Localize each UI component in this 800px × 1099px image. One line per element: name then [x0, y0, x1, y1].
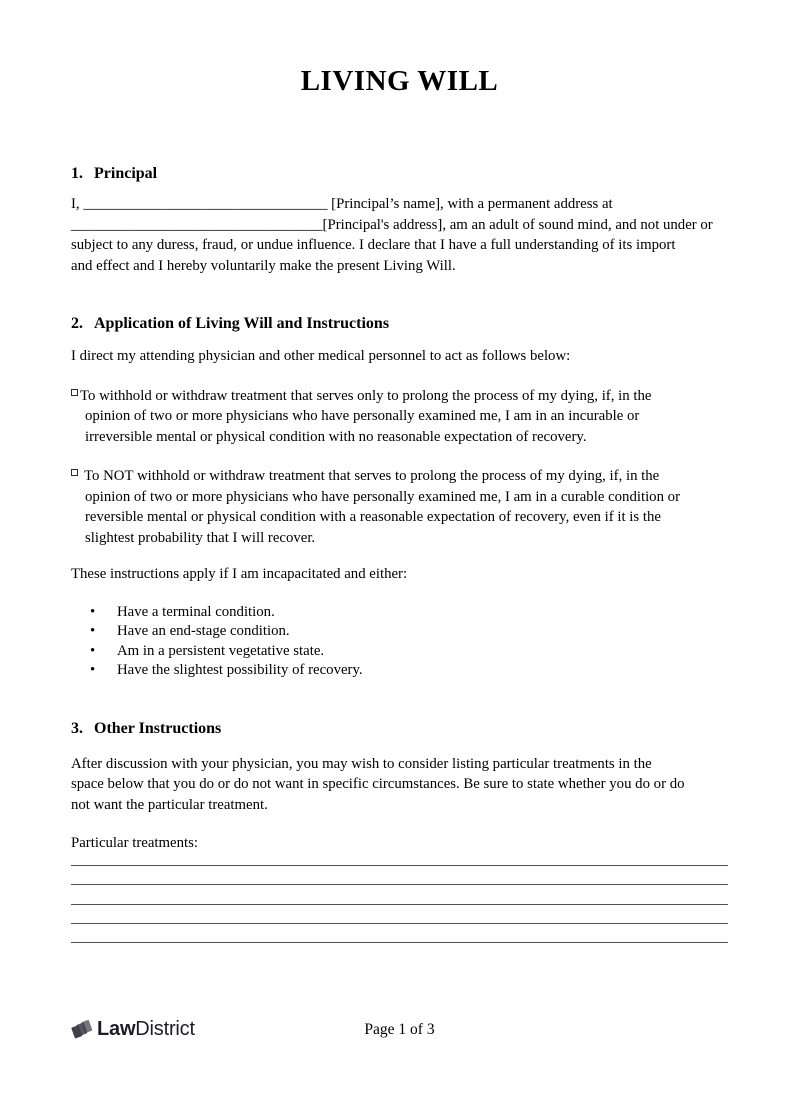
list-item [71, 603, 728, 623]
page-footer [71, 1015, 728, 1045]
list-item [71, 622, 728, 642]
section-number: 3. [71, 719, 83, 737]
particular-treatments-field [71, 854, 728, 944]
bullet-icon: • [90, 623, 96, 640]
text-line: and effect and I hereby voluntarily make the present Living Will. [71, 257, 456, 274]
list-item [71, 661, 728, 681]
text-line: opinion of two or more physicians who have personally examined me, I am in an incurable or [85, 408, 640, 424]
text-line: opinion of two or more physicians who have personally examined me, I am in a curable condition or [85, 488, 681, 505]
lawdistrict-wordmark [97, 1017, 195, 1041]
bullet-icon: • [90, 642, 96, 659]
section-number: 2. [71, 315, 83, 332]
section-3-heading [71, 719, 728, 739]
principal-paragraph [71, 194, 728, 276]
list-item-text: Have the slightest possibility of recovery. [117, 662, 363, 679]
other-instructions-paragraph [71, 754, 728, 816]
section-1-heading [71, 164, 728, 184]
text-line: I direct my attending physician and other medical personnel to act as follows below: [71, 348, 571, 364]
text-line: Particular treatments: [71, 835, 198, 852]
blank-line [71, 885, 728, 904]
text-line: space below that you do or do not want in specific circumstances. Be sure to state whether you do or do [71, 776, 685, 793]
section-2-intro [71, 346, 728, 367]
checkbox-icon[interactable] [71, 469, 78, 476]
page-indicator: Page 1 of 3 [364, 1021, 435, 1038]
list-item-text: Have an end-stage condition. [117, 623, 290, 640]
option-text: To withhold or withdraw treatment that serves only to prolong the process of my dying, if, in the [80, 387, 652, 404]
text-line: slightest probability that I will recover. [85, 529, 316, 546]
section-2-heading [71, 314, 728, 334]
blank-line [71, 854, 728, 866]
conditions-intro [71, 564, 728, 585]
particular-treatments-label [71, 833, 728, 854]
blank-line [71, 905, 728, 924]
text-line: irreversible mental or physical condition with no reasonable expectation of recovery. [85, 428, 587, 445]
option-text: To NOT withhold or withdraw treatment that serves to prolong the process of my dying, if, in the [84, 468, 660, 484]
document-page [0, 64, 800, 1099]
section-heading-label: Other Instructions [94, 719, 222, 737]
lawdistrict-logo-icon [71, 1018, 93, 1040]
text-line: subject to any duress, fraud, or undue influence. I declare that I have a full understanding of its import [71, 237, 676, 253]
text-line: not want the particular treatment. [71, 796, 268, 813]
blank-line [71, 924, 728, 943]
not-withhold-treatment-option [85, 466, 728, 548]
bullet-icon: • [90, 603, 96, 620]
document-title: LIVING WILL [300, 65, 499, 97]
bullet-icon: • [90, 662, 96, 679]
list-item [71, 642, 728, 662]
lawdistrict-logo [71, 1017, 195, 1041]
section-heading-label: Application of Living Will and Instructions [94, 315, 390, 332]
list-item-text: Have a terminal condition. [117, 603, 275, 620]
text-line [80, 386, 728, 407]
brand-regular: District [135, 1018, 195, 1040]
text-line [85, 466, 728, 487]
section-number: 1. [71, 165, 83, 182]
section-heading-label: Principal [94, 165, 158, 182]
blank-line [71, 866, 728, 885]
text-line: reversible mental or physical condition with a reasonable expectation of recovery, even if it is the [85, 509, 661, 525]
checkbox-icon[interactable] [71, 389, 78, 396]
text-line: These instructions apply if I am incapacitated and either: [71, 566, 408, 582]
text-line: __________________________________[Principal's address], am an adult of sound mind, and not under or [71, 216, 713, 233]
list-item-text: Am in a persistent vegetative state. [117, 642, 325, 659]
text-line: After discussion with your physician, you may wish to consider listing particular treatments in the [71, 755, 652, 772]
brand-bold: Law [97, 1018, 136, 1040]
condition-list [71, 603, 728, 681]
text-line: I, _________________________________ [Principal’s name], with a permanent address at [71, 196, 613, 212]
withhold-treatment-option [80, 386, 728, 448]
